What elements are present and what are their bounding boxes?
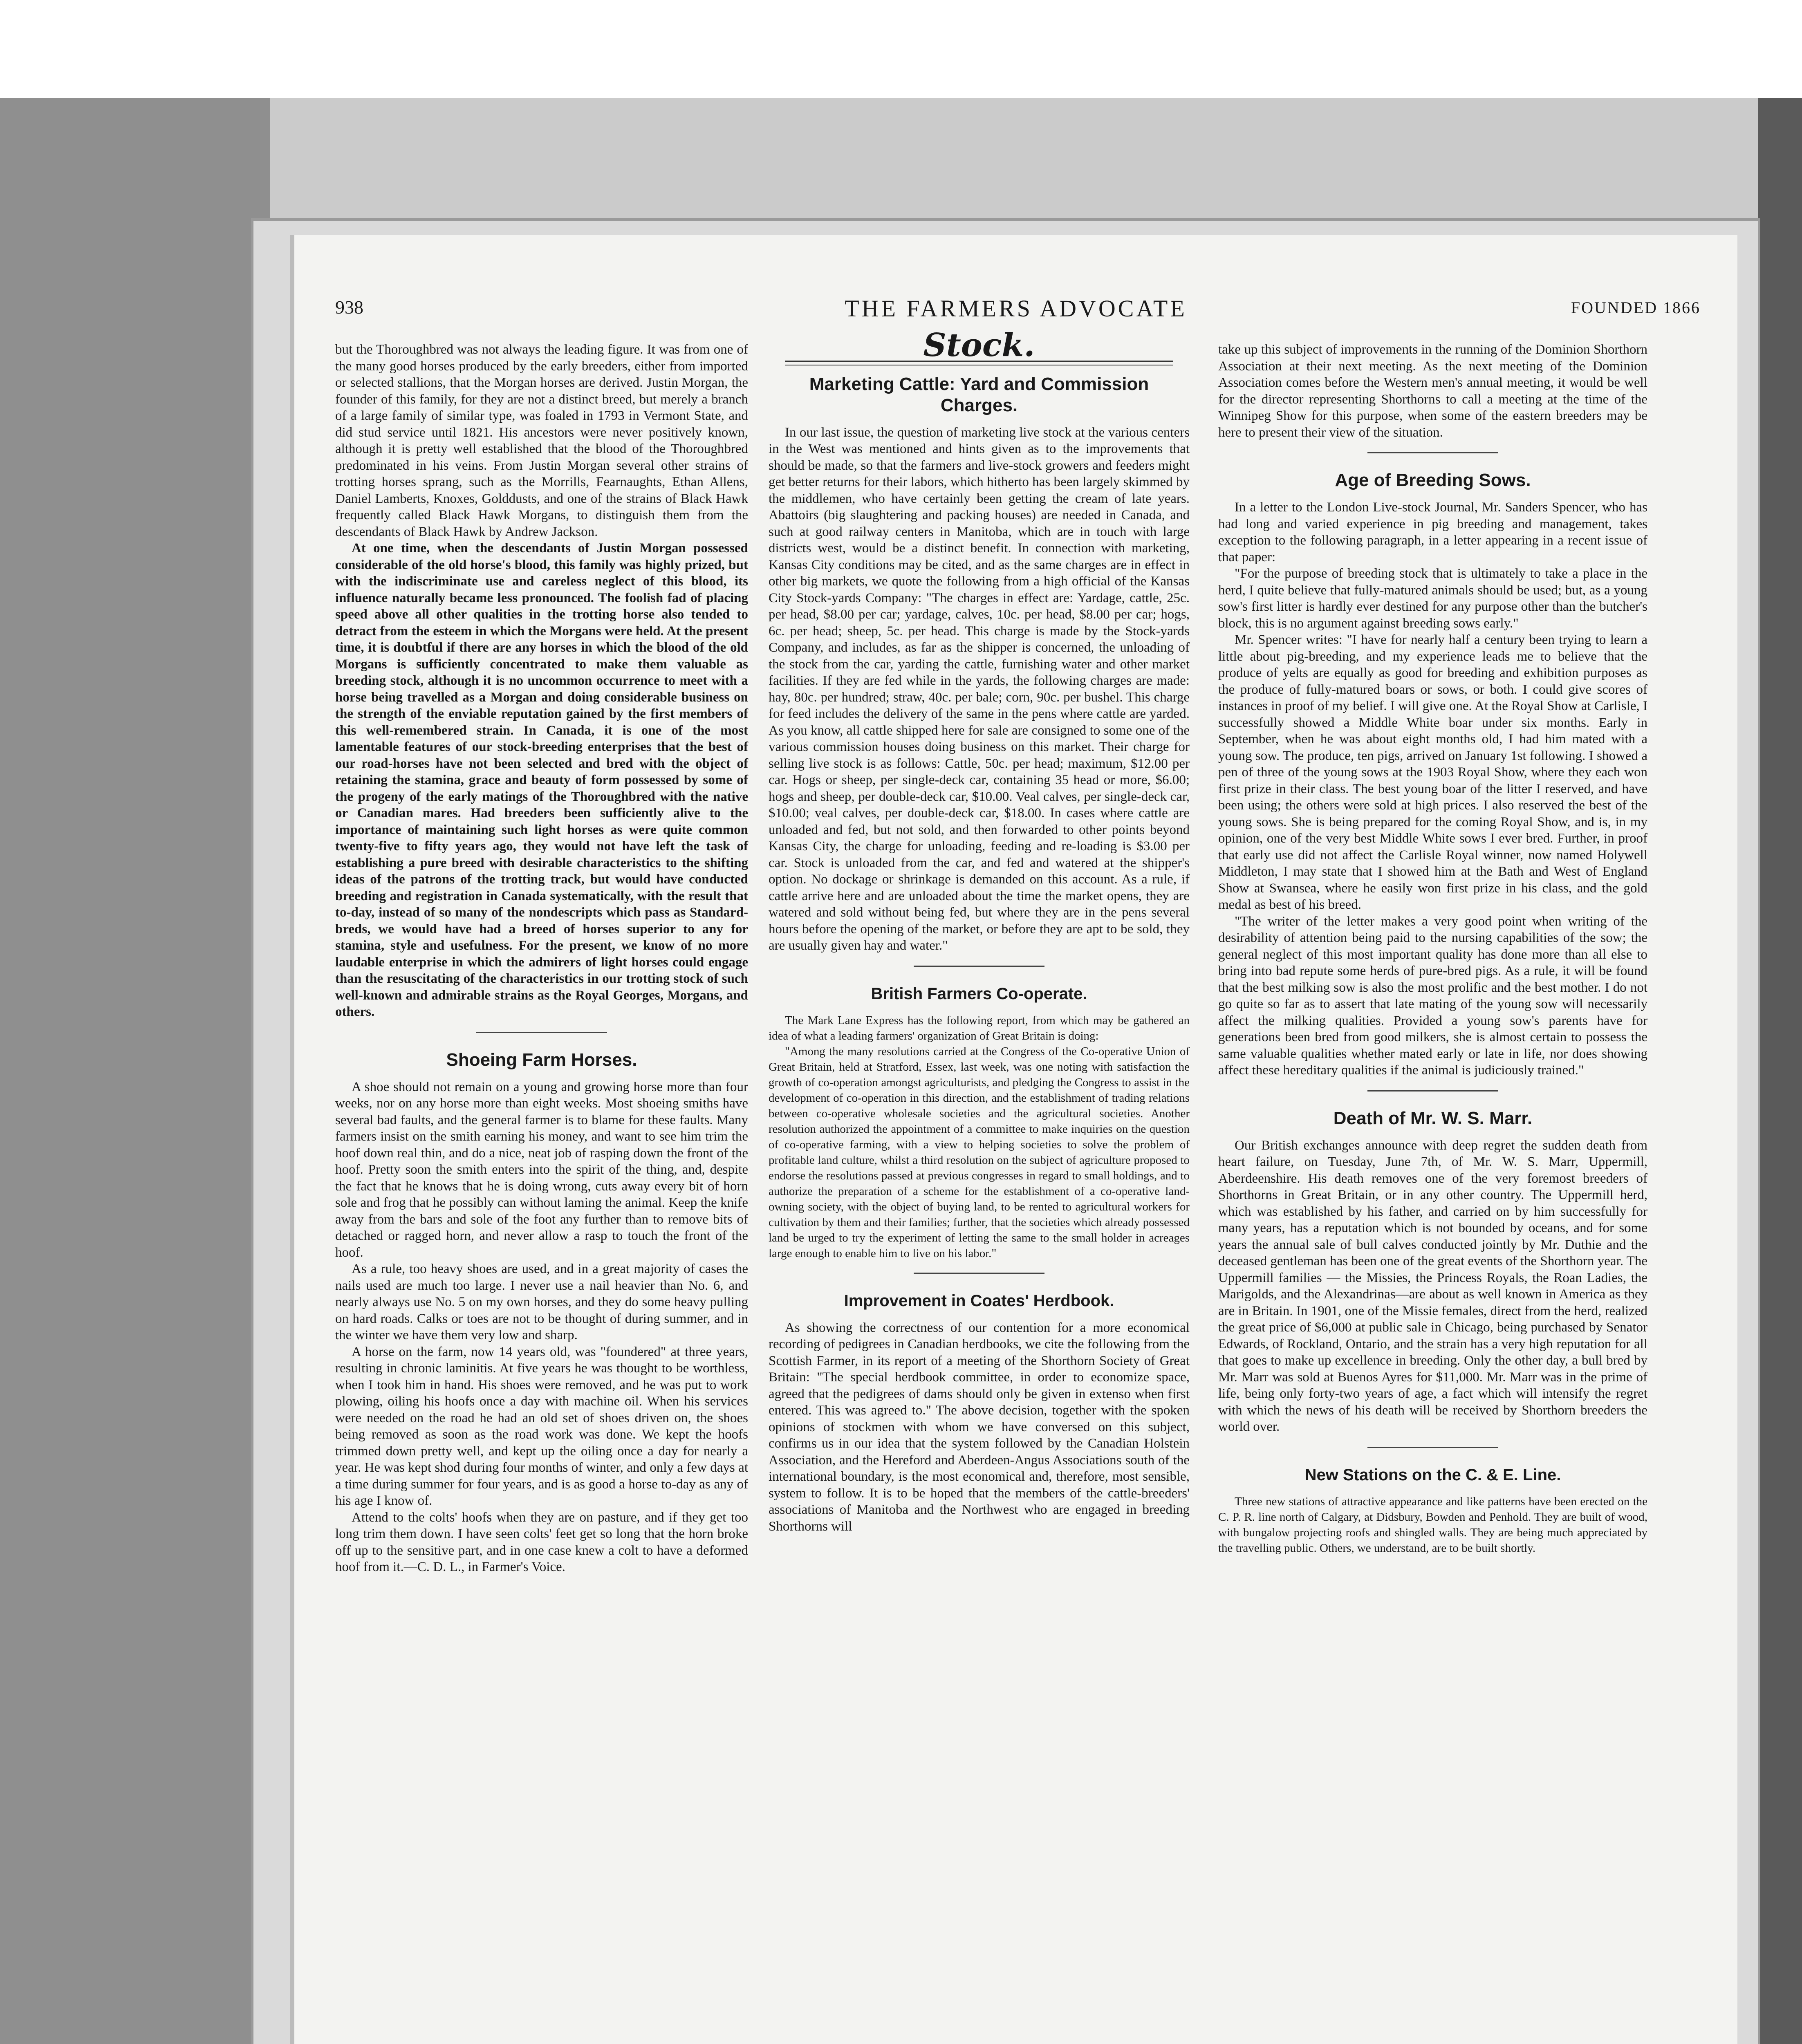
divider	[914, 966, 1044, 967]
article-paragraph: As showing the correctness of our contention for a more economical recording of pedigrees in Canadian herdbooks, we cite the following from the Scottish Farmer, in its report of a meeting of the Shorthorn Society of Great Britain: "The special herdbook committee, in order to economize space, agreed that the pedigrees of dams should only be given in extenso when first entered. This was agreed to." The above decision, together with the spoken opinions of stockmen with whom we have conversed on this subject, confirms us in our idea that the system followed by the Canadian Holstein Association, and the Hereford and Aberdeen-Angus Associations south of the international boundary, is the most economical and, therefore, most sensible, system to follow. It is to be hoped that the members of the cattle-breeders' associations of Manitoba and the Northwest who are engaged in breeding Shorthorns will	[769, 1320, 1190, 1534]
divider	[1367, 1090, 1498, 1091]
article-heading: Death of Mr. W. S. Marr.	[1333, 1108, 1533, 1128]
article-paragraph: A shoe should not remain on a young and growing horse more than four weeks, nor on any horse more than eight weeks. Most shoeing smiths have several bad faults, and the general farmer is to blame for these faults. Many farmers insist on the smith earning his money, and want to see him trim the hoof down real thin, and do a nice, neat job of rasping down the front of the hoof. Pretty soon the smith enters into the spirit of the thing, and, despite the fact that he knows that he is doing wrong, cuts away every bit of horn sole and frog that he possibly can without laming the animal. Keep the knife away from the bars and sole of the foot any further than to remove bits of detached or ragged horn, and never allow a rasp to touch the front of the hoof.	[335, 1079, 748, 1260]
article-paragraph: Three new stations of attractive appearance and like patterns have been erected on the C. P. R. line north of Calgary, at Didsbury, Bowden and Penhold. They are built of wood, with bungalow projecting roofs and shingled walls. They are being much appreciated by the travelling public. Others, we understand, are to be built shortly.	[1218, 1495, 1647, 1555]
article-paragraph: Our British exchanges announce with deep regret the sudden death from heart failure, on Tuesday, June 7th, of Mr. W. S. Marr, Uppermill, Aberdeenshire. His death removes one of the very foremost breeders of Shorthorns in Great Britain, or in any other country. The Uppermill herd, which was established by his father, and carried on by him successfully for many years, has a reputation which is not bounded by oceans, and for some years the annual sale of bull calves conducted jointly by Mr. Duthie and the deceased gentleman has been one of the great events of the Shorthorn year. The Uppermill families — the Missies, the Princess Royals, the Roan Ladies, the Marigolds, and the Alexandrinas—are about as well known in America as they are in Britain. In 1901, one of the Missie females, direct from the herd, realized the great price of $6,000 at public sale in Chicago, being purchased by Senator Edwards, of Rockland, Ontario, and the strain has a very high reputation for all that goes to make up excellence in breeding. Only the other day, a bull bred by Mr. Marr was sold at Buenos Ayres for $11,000. Mr. Marr was in the prime of life, being only forty-two years of age, a fact which will intensify the regret with which the news of his death will be received by Shorthorn breeders the world over.	[1218, 1138, 1647, 1434]
divider	[914, 1273, 1044, 1274]
section-title: Stock.	[923, 327, 1035, 364]
article-paragraph: In our last issue, the question of marketing live stock at the various centers in the West was mentioned and hints given as to the improvements that should be made, so that the farmers and live-stock growers and feeders might get better returns for their labors, which hitherto has been largely skimmed by the middlemen, who have certainly been getting the cream of late years. Abattoirs (big slaughtering and packing houses) are needed in Canada, and such at good railway centers in Manitoba, which are in touch with large districts west, would be a distinct benefit. In connection with marketing, Kansas City conditions may be cited, and as the same charges are in effect in other big markets, we quote the following from a high official of the Kansas City Stock-yards Company: "The charges in effect are: Yardage, cattle, 25c. per head, $8.00 per car; yardage, calves, 10c. per head, $8.00 per car; hogs, 6c. per head; sheep, 5c. per head. This charge is made by the Stock-yards Company, and includes, as far as the shipper is concerned, the unloading of the stock from the car, yarding the cattle, furnishing water and other market facilities. If they are fed while in the yards, the following charges are made: hay, 80c. per hundred; straw, 40c. per bale; corn, 90c. per bushel. This charge for feed includes the delivery of the same in the pens where cattle are yarded. As you know, all cattle shipped here for sale are consigned to some one of the various commission houses doing business on this market. Their charge for selling live stock is as follows: Cattle, 50c. per head; maximum, $12.00 per car. Hogs or sheep, per single-deck car, containing 35 head or more, $6.00; hogs and sheep, per double-deck car, $10.00. Veal calves, per single-deck car, $10.00; veal calves, per double-deck car, $18.00. In cases where cattle are unloaded and fed, but not sold, and then forwarded to other points beyond Kansas City, the charge for unloading, feeding and re-loading is $3.00 per car. Stock is unloaded from the car, and fed and watered at the shipper's option. No dockage or shrinkage is demanded on this account. As a rule, if cattle arrive here and are unloaded about the time the market opens, they are watered and sold without being fed, but where they are in the pens several hours before the opening of the market, or before they are apt to be sold, they are usually given hay and water."	[769, 425, 1190, 953]
scanner-edge-left	[0, 98, 270, 2044]
article-paragraph: At one time, when the descendants of Justin Morgan possessed considerable of the old horse's blood, this family was highly prized, but with the indiscriminate use and careless neglect of this blood, its influence naturally became less pronounced. The foolish fad of placing speed above all other qualities in the trotting horse also tended to detract from the esteem in which the Morgans were held. At the present time, it is doubtful if there are any horses in which the blood of the old Morgans is sufficiently concentrated to make them valuable as breeding stock, although it is no uncommon occurrence to meet with a horse being travelled as a Morgan and doing considerable business on the strength of the enviable reputation gained by the first members of this well-remembered strain. In Canada, it is one of the most lamentable features of our stock-breeding enterprises that the best of our road-horses have not been selected and bred with the object of retaining the stamina, grace and beauty of form possessed by some of the progeny of the early matings of the Thoroughbred with the native or Canadian mares. Had breeders been sufficiently alive to the importance of maintaining such light horses as were quite common twenty-five to fifty years ago, they would not have left the task of establishing a pure breed with desirable characteristics to the shifting ideas of the patrons of the trotting track, but would have conducted breeding and registration in Canada systematically, with the result that to-day, instead of so many of the nondescripts which pass as Standard-breds, we would have had a breed of horses superior to any for stamina, style and usefulness. For the present, we know of no more laudable enterprise in which the admirers of light horses could engage than the resuscitating of the characteristics in our trotting stock of such well-known and admirable strains as the Royal Georges, Morgans, and others.	[335, 541, 748, 1019]
article-paragraph: take up this subject of improvements in the running of the Dominion Shorthorn Association at their next meeting. As the next meeting of the Dominion Association comes before the Western men's annual meeting, it would be well for the director representing Shorthorns to call a meeting at the time of the Winnipeg Show for this purpose, when some of the eastern breeders may be here to present their view of the situation.	[1218, 342, 1647, 440]
article-heading: Marketing Cattle: Yard and Commission Charges.	[809, 374, 1149, 415]
article-paragraph: As a rule, too heavy shoes are used, and in a great majority of cases the nails used are much too large. I never use a nail heavier than No. 6, and nearly always use No. 5 on my own horses, and they do some heavy pulling on hard roads. Calks or toes are not to be thought of during summer, and in the winter we have them very low and sharp.	[335, 1262, 748, 1342]
scanner-edge-right	[1758, 98, 1802, 2044]
article-paragraph: "For the purpose of breeding stock that is ultimately to take a place in the herd, I quite believe that fully-matured animals should be used; but, as a young sow's first litter is hardly ever destined for any purpose other than the butcher's block, this is no argument against breeding sows early."	[1218, 566, 1647, 631]
article-paragraph: Attend to the colts' hoofs when they are on pasture, and if they get too long trim them down. I have seen colts' feet get so long that the horn broke off up to the sensitive part, and in one case knew a colt to have a deformed hoof from it.—C. D. L., in Farmer's Voice.	[335, 1510, 748, 1574]
newspaper-page	[294, 235, 1737, 2044]
divider	[1367, 452, 1498, 453]
article-paragraph: but the Thoroughbred was not always the leading figure. It was from one of the many good horses produced by the early breeders, either from imported or selected stallions, that the Morgan horses are derived. Justin Morgan, the founder of this family, for they are not a distinct breed, but merely a branch of a large family of similar type, was foaled in 1793 in Vermont State, and did stud service until 1821. His ancestors were never positively known, although it is pretty well established that the blood of the Thoroughbred predominated in his veins. From Justin Morgan several other strains of trotting horses sprang, such as the Morrills, Fearnaughts, Ethan Allens, Daniel Lamberts, Knoxes, Golddusts, and one of the strains of Black Hawk frequently called Black Hawk Morgans, to distinguish them from the descendants of Black Hawk by Andrew Jackson.	[335, 342, 748, 539]
column-middle	[769, 327, 1190, 1535]
article-heading: Improvement in Coates' Herdbook.	[844, 1291, 1114, 1310]
divider	[476, 1032, 607, 1033]
article-paragraph: "Among the many resolutions carried at the Congress of the Co-operative Union of Great Britain, held at Stratford, Essex, last week, was one noting with satisfaction the growth of co-operation amongst agriculturists, and pledging the Congress to assist in the development of co-operation in this direction, and the establishment of trading relations between co-operative wholesale societies and the agricultural societies. Another resolution authorized the appointment of a committee to make inquiries on the question of co-operative farming, with a view to helping societies to solve the problem of profitable land culture, whilst a third resolution on the subject of agriculture proposed to endorse the resolutions passed at previous congresses in regard to small holdings, and to authorize the preparation of a scheme for the establishment of a co-operative land-owning society, with the object of buying land, to be rented to agricultural workers for cultivation by them and their families; further, that the societies which already possessed land be urged to try the experiment of letting the same to the small holder in acreages large enough to enable him to live on his labor."	[769, 1044, 1190, 1260]
column-right	[1218, 341, 1647, 1556]
article-heading: Shoeing Farm Horses.	[446, 1049, 637, 1070]
article-heading: Age of Breeding Sows.	[1335, 470, 1531, 490]
page-number: 938	[335, 297, 363, 318]
article-paragraph: In a letter to the London Live-stock Journal, Mr. Sanders Spencer, who has had long and varied experience in pig breeding and management, takes exception to the following paragraph, in a letter appearing in a recent issue of that paper:	[1218, 500, 1647, 565]
article-heading: New Stations on the C. & E. Line.	[1304, 1466, 1561, 1484]
page-header	[294, 296, 1737, 329]
divider	[1367, 1447, 1498, 1448]
article-paragraph: A horse on the farm, now 14 years old, was "foundered" at three years, resulting in chronic laminitis. At five years he was thought to be worthless, when I took him in hand. His shoes were removed, and he was put to work plowing, oiling his hoofs once a day with machine oil. When his services were needed on the road he had an old set of shoes driven on, the shoes being removed as soon as the road work was done. We kept the hoofs trimmed down pretty well, and kept up the oiling once a day for nearly a year. He was kept shod during four months of winter, and only a few days at a time during summer for four years, and is as good a horse to-day as any of his age I know of.	[335, 1344, 748, 1508]
article-paragraph: "The writer of the letter makes a very good point when writing of the desirability of attention being paid to the nursing capabilities of the sow; the general neglect of this most important quality has done more than all else to bring into bad repute some herds of pure-bred pigs. As a rule, it will be found that the best milking sow is also the most prolific and the best mother. I do not go quite so far as to assert that late mating of the young sow will necessarily affect the milking qualities. Provided a young sow's parents have for generations been bred from good milkers, she is almost certain to possess the same valuable qualities whether mated early or late in life, nor does showing affect these hereditary qualities if the animal is judiciously trained."	[1218, 914, 1647, 1078]
article-paragraph: The Mark Lane Express has the following report, from which may be gathered an idea of what a leading farmers' organization of Great Britain is doing:	[769, 1013, 1190, 1042]
article-paragraph: Mr. Spencer writes: "I have for nearly half a century been trying to learn a little about pig-breeding, and my experience leads me to believe that the produce of yelts are equally as good for breeding and exhibition purposes as the produce of fully-matured boars or sows, or both. I could give scores of instances in proof of my belief. I will give one. At the Royal Show at Carlisle, I successfully showed a Middle White boar under six months. Early in September, when he was about eight months old, I had him mated with a young sow. The produce, ten pigs, arrived on January 1st following. I showed a pen of three of the young sows at the 1903 Royal Show, where they each won first prize in their class. The best young boar of the litter I reserved, and have been using; the others were sold at high prices. I also reserved the best of the young sows. She is being prepared for the coming Royal Show, and is, in my opinion, one of the very best Middle White sows I ever bred. Further, in proof that early use did not affect the Carlisle Royal winner, now named Holywell Middleton, I may state that I showed him at the Bath and West of England Show at Swansea, where he easily won first prize in his class, and the gold medal as best of his breed.	[1218, 632, 1647, 912]
article-heading: British Farmers Co-operate.	[871, 984, 1087, 1003]
column-left	[335, 341, 748, 1576]
founded-label: FOUNDED 1866	[1571, 298, 1701, 317]
masthead-title: THE FARMERS ADVOCATE	[845, 295, 1187, 322]
